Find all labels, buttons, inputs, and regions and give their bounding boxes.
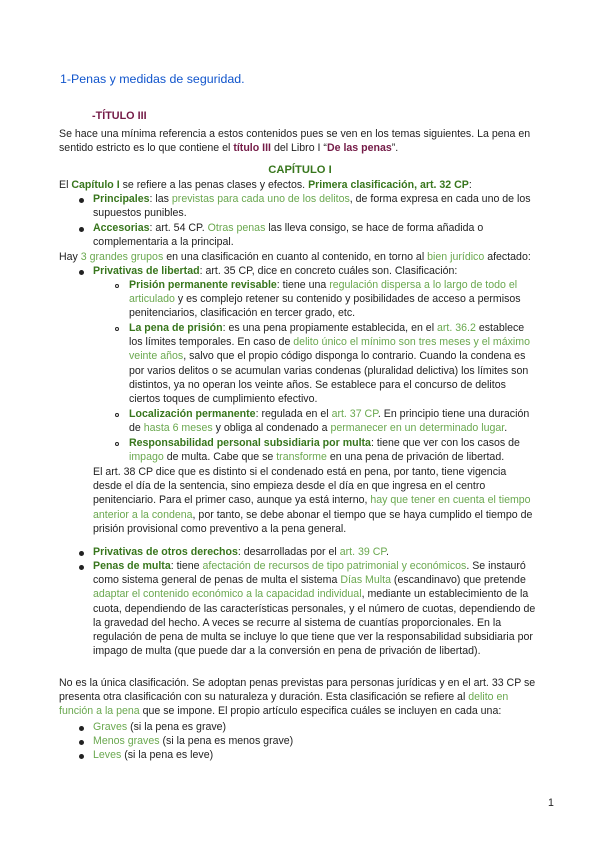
text: penitenciarios, clasificación en tercer grado, etc. xyxy=(129,307,356,320)
text: regulación de pena de multa se incluye lo que tiene que ver la responsabilidad subsidiaria por xyxy=(93,631,533,644)
text: supuestos punibles. xyxy=(93,207,187,220)
bullet-icon xyxy=(79,198,84,203)
capitulo-heading: CAPÍTULO I xyxy=(268,164,332,176)
text: en una pena de privación de libertad. xyxy=(326,451,505,464)
text: , mediante un establecimiento de la xyxy=(361,588,529,601)
privativas-libertad-label: Privativas de libertad xyxy=(93,265,200,277)
text: : art. 35 CP, dice en concreto cuáles son. Clasificación: xyxy=(199,265,458,277)
text: regulación dispersa a lo largo de todo el xyxy=(329,279,518,291)
text: : tiene xyxy=(170,560,203,572)
text: (si la pena es menos grave) xyxy=(159,735,294,747)
circle-bullet-icon xyxy=(115,413,119,417)
text: : xyxy=(468,179,472,191)
text: prisión provisional como preventivo a la pena general. xyxy=(93,522,347,535)
no-unica-paragraph xyxy=(59,676,535,719)
text: complementaria a la principal. xyxy=(93,236,234,249)
text: . En principio tiene una duración xyxy=(377,408,530,420)
list-item-principales xyxy=(93,192,531,220)
accesorias-label: Accesorias xyxy=(93,222,150,234)
bullet-icon xyxy=(79,754,84,759)
text: (escandinavo) que pretende xyxy=(390,574,526,587)
list-item-privativas-otros xyxy=(93,545,389,559)
bullet-icon xyxy=(79,726,84,731)
prision-permanente-label: Prisión permanente revisable xyxy=(129,279,277,291)
text: hasta 6 meses xyxy=(143,422,213,435)
sub-item-pena-prision xyxy=(129,321,530,406)
text: : desarrolladas por el xyxy=(237,546,340,558)
text: Otras penas xyxy=(207,222,266,234)
list-item-menos-graves xyxy=(93,734,293,748)
text: en una clasificación en cuanto al contenido, en torno al xyxy=(163,251,428,263)
responsabilidad-label: Responsabilidad personal subsidiaria por multa xyxy=(129,437,371,449)
text: penitenciario. Para el primer caso, aunque ya está interno, xyxy=(93,494,371,507)
text: bien jurídico xyxy=(427,251,485,263)
bullet-icon xyxy=(79,270,84,275)
text: por varios delitos o se acumulan varias condenas (pluralidad delictiva) los límites son xyxy=(129,364,529,377)
text: 3 grandes grupos xyxy=(80,251,164,263)
sub-item-localizacion xyxy=(129,407,529,435)
list-item-leves xyxy=(93,748,213,762)
text: El xyxy=(59,179,72,191)
localizacion-label: Localización permanente xyxy=(129,408,256,420)
text: establece xyxy=(475,322,525,334)
text: impago de multa (que puede dar a la conversión en pena de privación de libertad). xyxy=(93,645,481,658)
text: El art. 38 CP dice que es distinto si el condenado está en pena, por tanto, tiene vigencia xyxy=(93,466,507,478)
titulo-heading: -TÍTULO III xyxy=(92,110,147,122)
text: : las xyxy=(149,193,172,205)
text: del Libro I “ xyxy=(271,142,327,155)
privativas-otros-label: Privativas de otros derechos xyxy=(93,546,238,558)
text: impago xyxy=(129,451,164,464)
titulo-iii-ref: título III xyxy=(233,142,271,155)
list-item-privativas-libertad xyxy=(93,264,457,278)
bullet-icon xyxy=(79,227,84,232)
circle-bullet-icon xyxy=(115,327,119,331)
text: y es complejo retener su contenido y posibilidades de acceso a permisos xyxy=(174,293,521,306)
text: los límites temporales. En caso de xyxy=(129,336,294,349)
text: Menos graves xyxy=(93,735,160,747)
text: delito en xyxy=(468,691,509,704)
text: , de forma expresa en cada uno de los xyxy=(349,193,531,205)
text: art. 37 CP xyxy=(331,408,378,420)
principales-label: Principales xyxy=(93,193,150,205)
text: hay que tener en cuenta el tiempo xyxy=(370,494,531,507)
text: adaptar el contenido económico a la capacidad individual xyxy=(93,588,362,601)
sub-item-responsabilidad xyxy=(129,436,520,464)
text: que se impone. El propio artículo especifica cuáles se incluyen en cada una: xyxy=(139,705,502,718)
art38-paragraph xyxy=(93,465,532,536)
text: articulado xyxy=(129,293,175,306)
text: se refiere a las penas clases y efectos. xyxy=(119,179,309,191)
text: presenta otra clasificación con su naturaleza y duración. Esta clasificación se refiere al xyxy=(59,691,469,704)
text: veinte años xyxy=(129,350,184,363)
bullet-icon xyxy=(79,551,84,556)
sub-item-prision-permanente xyxy=(129,278,521,321)
text: , salvo que el propio código disponga lo contrario. Cuando la condena es xyxy=(183,350,526,363)
text: ”. xyxy=(391,142,399,155)
bullet-icon xyxy=(79,740,84,745)
text: , por tanto, se debe abonar el tiempo que se haya cumplido el tiempo de xyxy=(192,508,533,521)
multa-label: Penas de multa xyxy=(93,560,171,572)
intro-line-2 xyxy=(59,141,530,155)
capitulo-intro xyxy=(59,178,472,192)
list-item-accesorias xyxy=(93,221,483,249)
primera-clasificacion: Primera clasificación, art. 32 CP xyxy=(308,179,469,191)
text: : es una pena propiamente establecida, en el xyxy=(222,322,437,334)
text: anterior a la condena xyxy=(93,508,193,521)
pena-prision-label: La pena de prisión xyxy=(129,322,223,334)
text: : tiene una xyxy=(276,279,330,291)
text: transforme xyxy=(276,451,327,464)
text: . xyxy=(386,546,389,558)
text: y obliga al condenado a xyxy=(212,422,331,435)
circle-bullet-icon xyxy=(115,442,119,446)
text: distintos, ya no operan los veinte años. Se establece para el concurso de delitos xyxy=(129,378,506,391)
text: delito único el mínimo son tres meses y el máximo xyxy=(293,336,530,349)
text: de xyxy=(129,422,144,435)
text: (si la pena es leve) xyxy=(121,749,214,761)
capitulo-i-ref: Capítulo I xyxy=(71,179,120,191)
text: desde el día de la sentencia, sino empieza desde el día en que ingresa en el centro xyxy=(93,480,486,493)
section-heading: 1-Penas y medidas de seguridad. xyxy=(60,72,245,86)
text: : tiene que ver con los casos de xyxy=(370,437,520,449)
text: afectación de recursos de tipo patrimonial y económicos xyxy=(202,560,467,572)
text: afectado: xyxy=(484,251,531,263)
intro-line-1: Se hace una mínima referencia a estos contenidos pues se ven en los temas siguientes. La pena en xyxy=(59,128,531,140)
list-item-multa xyxy=(93,559,535,658)
text: las lleva consigo, se hace de forma añadida o xyxy=(265,222,484,234)
text: (si la pena es grave) xyxy=(127,721,227,733)
text: art. 36.2 xyxy=(437,322,476,334)
page-number: 1 xyxy=(548,797,554,809)
hay-paragraph xyxy=(59,250,531,264)
text: . Se instauró xyxy=(466,560,526,572)
text: función a la pena xyxy=(59,705,140,718)
text: previstas para cada uno de los delitos xyxy=(171,193,350,205)
bullet-icon xyxy=(79,565,84,570)
text: la gravedad del hecho. A veces se recurre al sistema de cuantías proporcionales. En la xyxy=(93,616,502,629)
text: Días Multa xyxy=(340,574,391,587)
text: cuota, dependiendo de las características personales, y el número de cuotas, dependiendo de xyxy=(93,602,536,615)
text: : regulada en el xyxy=(255,408,332,420)
text: de multa. Cabe que se xyxy=(163,451,277,464)
text: . xyxy=(504,422,508,435)
text: permanecer en un determinado lugar xyxy=(330,422,505,435)
text: como sistema general de penas de multa el sistema xyxy=(93,574,341,587)
circle-bullet-icon xyxy=(115,284,119,288)
text: art. 39 CP xyxy=(339,546,387,558)
text: ciertos toques de cumplimiento efectivo. xyxy=(129,393,318,406)
text: No es la única clasificación. Se adoptan penas previstas para personas jurídicas y en el art. 33 CP se xyxy=(59,677,536,689)
intro-paragraph xyxy=(59,127,530,155)
text: sentido estricto es lo que contiene el xyxy=(59,142,234,155)
text: : art. 54 CP. xyxy=(149,222,208,234)
text: Hay xyxy=(59,251,81,263)
text: Leves xyxy=(93,749,122,761)
de-las-penas-ref: De las penas xyxy=(326,142,392,155)
text: Graves xyxy=(93,721,128,733)
list-item-graves xyxy=(93,720,226,734)
